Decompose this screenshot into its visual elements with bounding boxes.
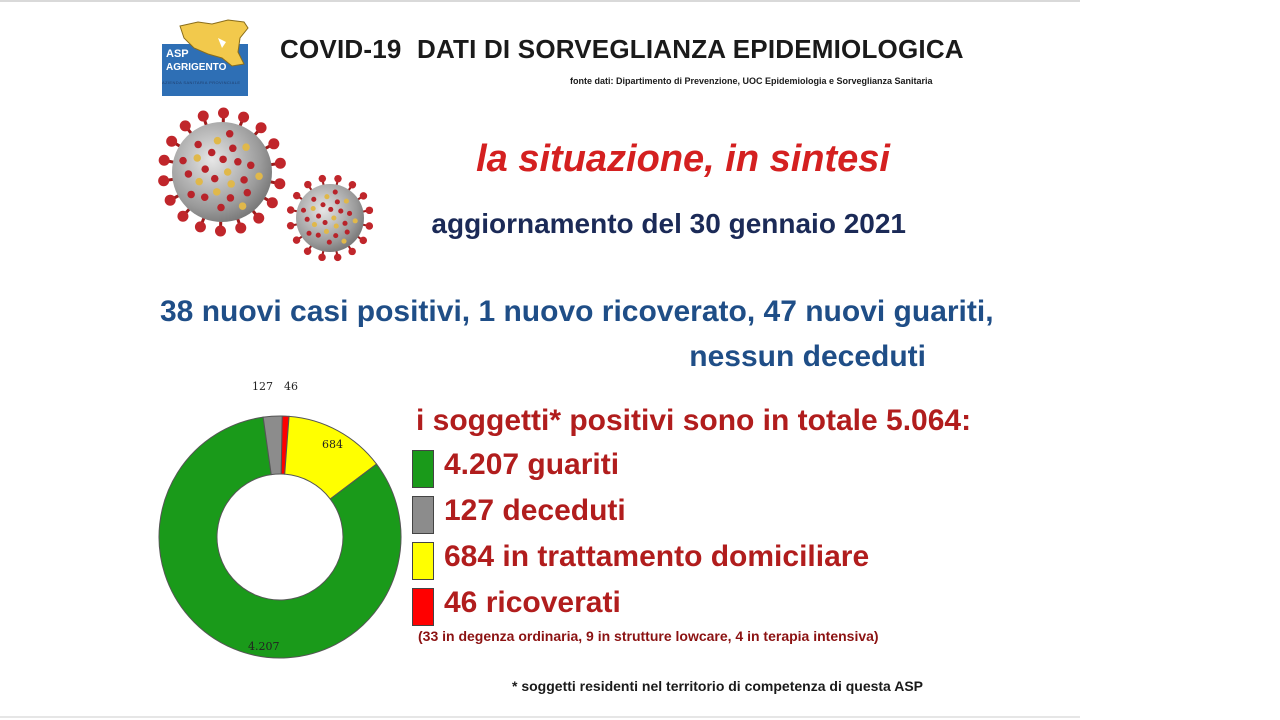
ricoverati-breakdown-note: (33 in degenza ordinaria, 9 in strutture lowcare, 4 in terapia intensiva) [418, 628, 879, 644]
legend-label: 4.207 guariti [444, 448, 620, 481]
logo-text-azienda: AZIENDA SANITARIA PROVINCIALE [162, 80, 241, 85]
logo-text-agrigento: AGRIGENTO [166, 62, 227, 73]
legend-label: 684 in trattamento domiciliare [444, 540, 870, 573]
news-line-2: nessun deceduti [689, 340, 926, 373]
coronavirus-icon-large [158, 100, 288, 250]
headline-aggiornamento: aggiornamento del 30 gennaio 2021 [431, 208, 906, 239]
donut-label-ricoverati: 46 [284, 380, 298, 393]
asp-agrigento-logo [162, 18, 252, 90]
legend-swatch-green [412, 450, 434, 488]
news-line-1: 38 nuovi casi positivi, 1 nuovo ricoverato, 47 nuovi guariti, [160, 295, 994, 328]
bottom-border [0, 716, 1080, 718]
legend-swatch-gray [412, 496, 434, 534]
legend-label: 46 ricoverati [444, 586, 621, 619]
top-border [0, 0, 1080, 2]
positives-donut-chart [150, 372, 410, 692]
legend-label: 127 deceduti [444, 494, 626, 527]
header-title: DATI DI SORVEGLIANZA EPIDEMIOLOGICA [417, 34, 964, 64]
coronavirus-icon-small [284, 166, 376, 272]
donut-label-guariti: 4.207 [248, 640, 280, 653]
legend-swatch-red [412, 588, 434, 626]
donut-label-in-trattamento-domiciliare: 684 [322, 438, 343, 451]
legend-swatch-yellow [412, 542, 434, 580]
logo-text-asp: ASP [166, 48, 189, 60]
source-note: fonte dati: Dipartimento di Prevenzione, UOC Epidemiologia e Sorveglianza Sanitaria [570, 76, 933, 86]
summary-total: i soggetti* positivi sono in totale 5.064: [416, 404, 972, 437]
headline-situazione: la situazione, in sintesi [476, 138, 890, 180]
header-covid-label: COVID-19 [280, 34, 402, 64]
footnote: * soggetti residenti nel territorio di competenza di questa ASP [512, 678, 923, 694]
donut-label-deceduti: 127 [252, 380, 273, 393]
